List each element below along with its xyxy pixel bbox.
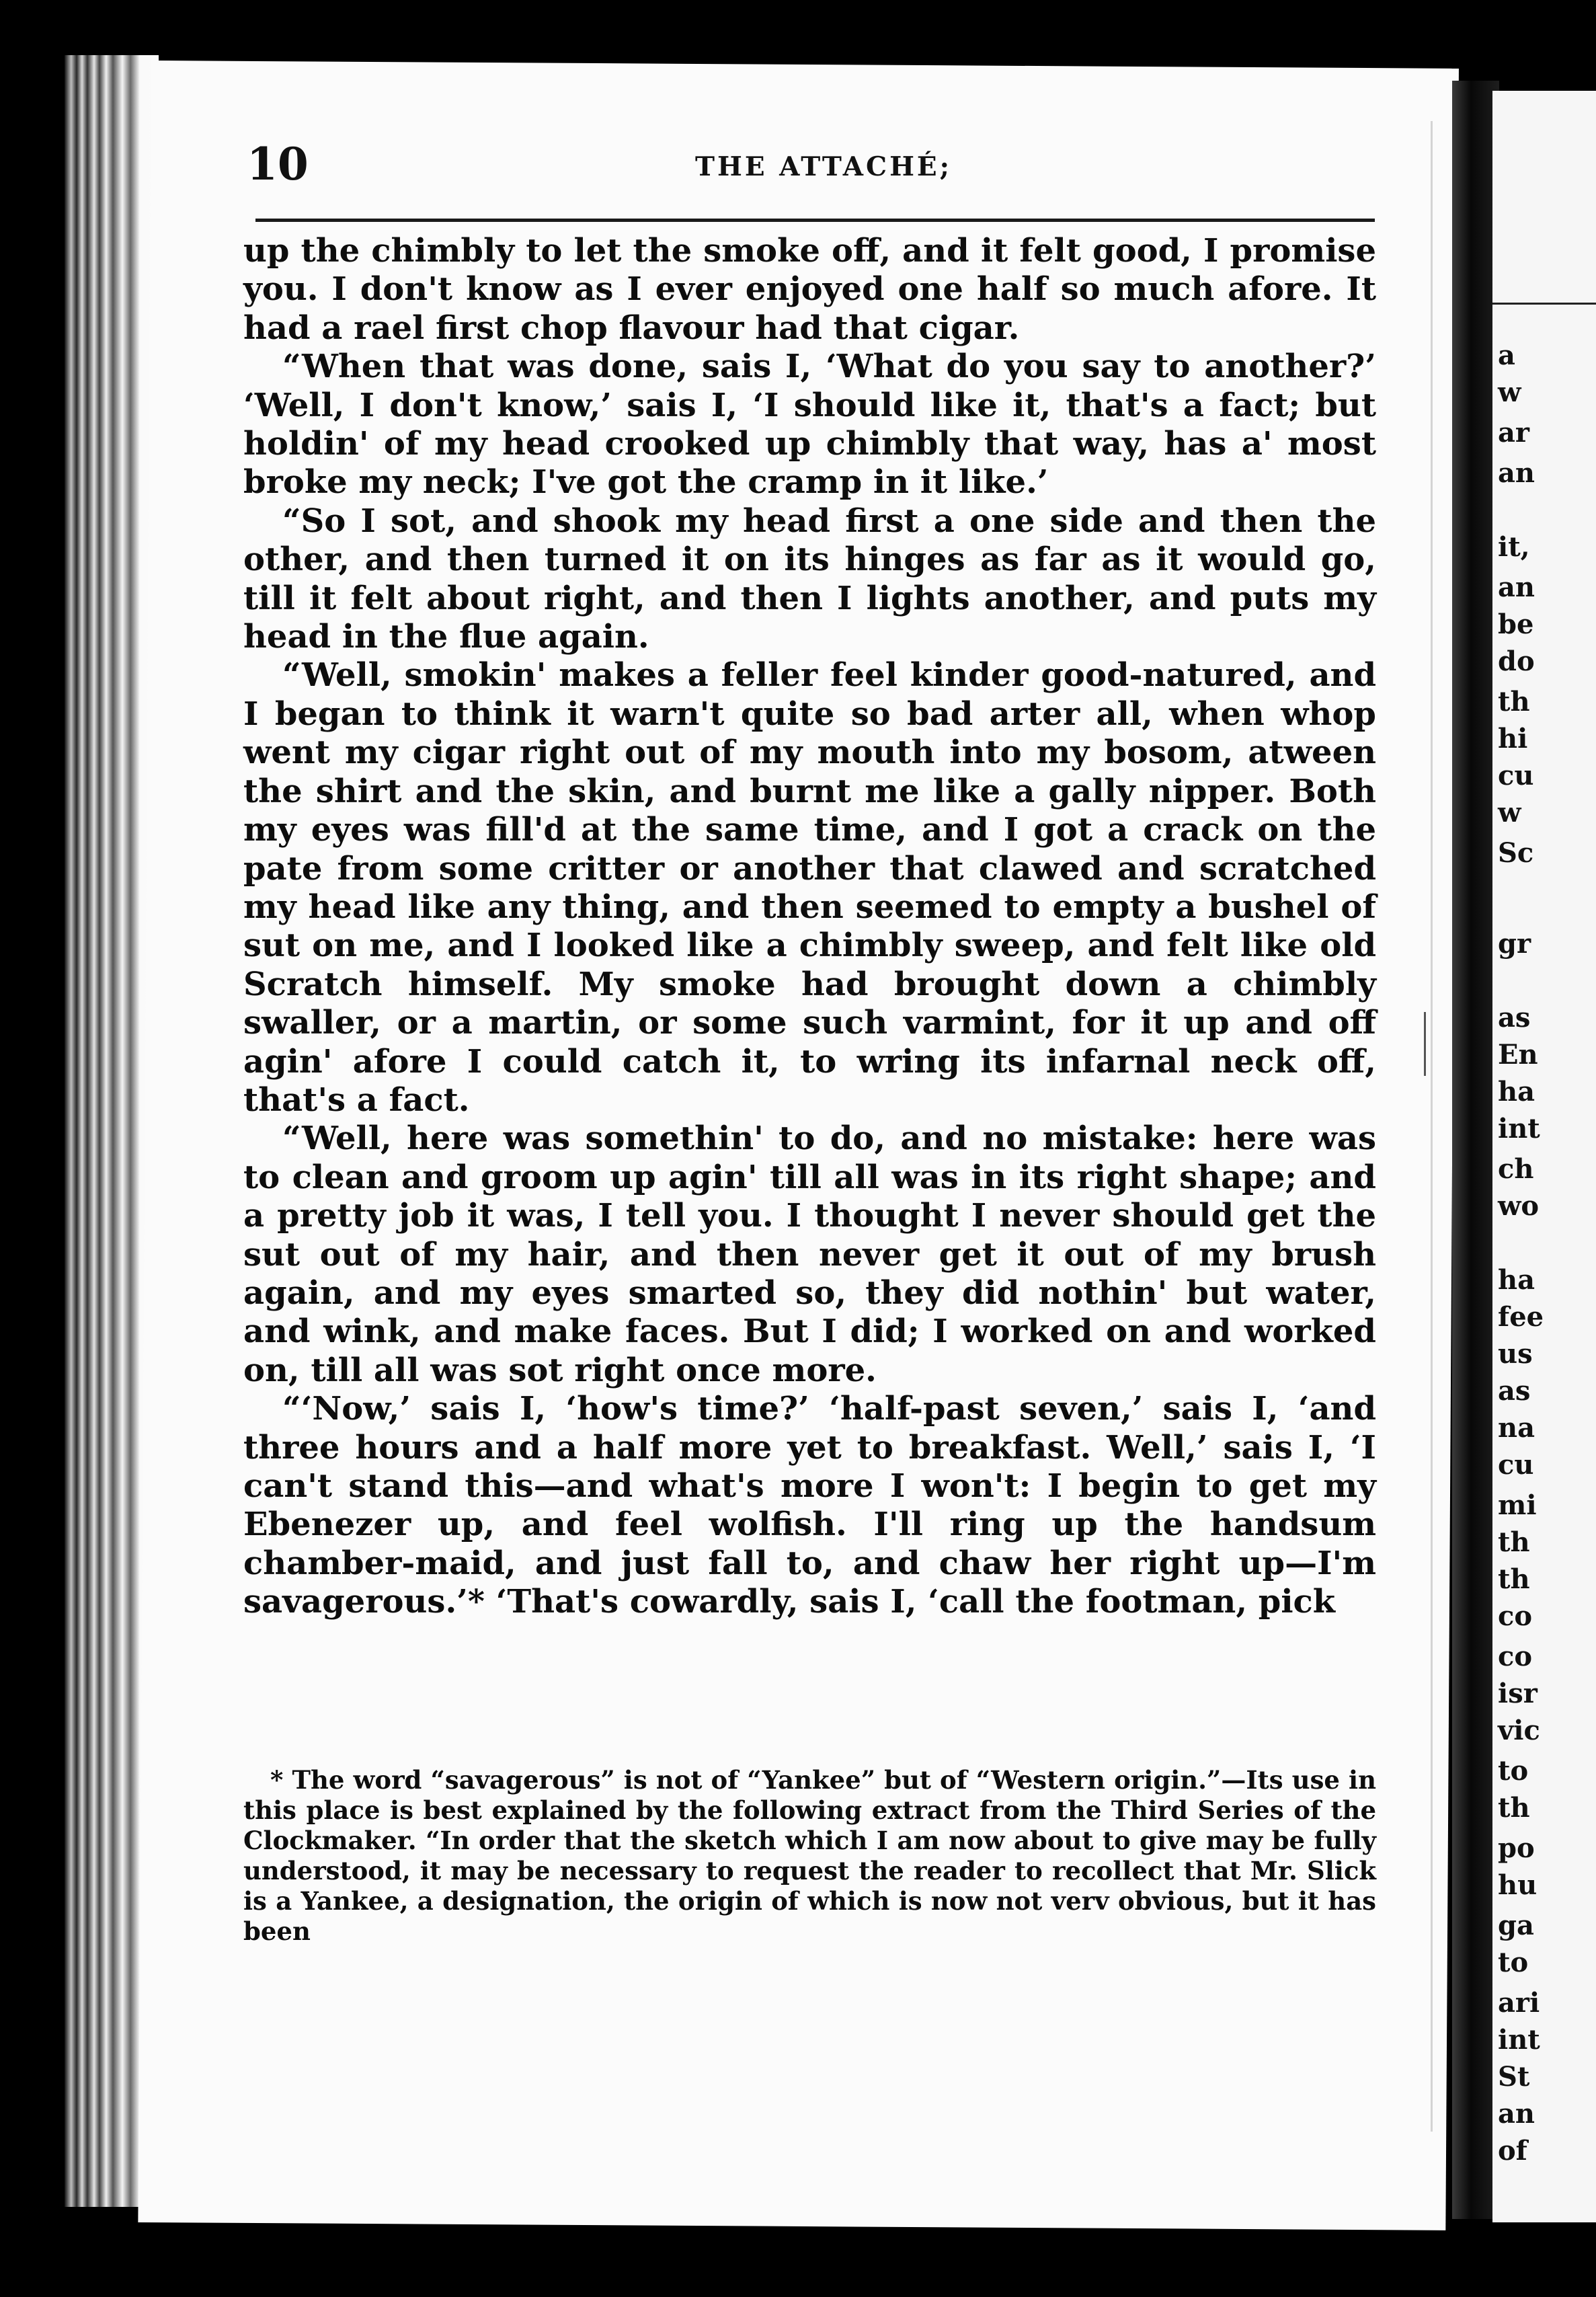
facing-page-fragment: be [1498,609,1534,640]
header-rule [255,219,1375,222]
facing-page-fragment: to [1498,1947,1529,1978]
facing-page-fragment: isr [1498,1678,1538,1709]
running-head: THE ATTACHÉ; [694,151,953,182]
facing-page [1492,91,1596,2222]
facing-page-fragment: ch [1498,1153,1534,1185]
facing-page-fragment: co [1498,1641,1533,1672]
paragraph: “So I sot, and shook my head first a one side and then the other, and then turned it on its hinges as far as it would go, till it felt about right, and then I lights another, and puts my head in the flue again. [243,502,1376,656]
facing-page-fragment: hu [1498,1869,1538,1901]
facing-page-fragment: wo [1498,1190,1540,1222]
facing-page-fragment: ha [1498,1076,1535,1107]
facing-page-fragment: co [1498,1600,1533,1632]
facing-page-fragment: w [1498,377,1521,408]
facing-page-fragment: int [1498,2024,1540,2056]
facing-page-fragment: a [1498,340,1515,371]
facing-page-fragment: St [1498,2061,1530,2093]
facing-page-fragment: w [1498,797,1521,828]
facing-page-fragment: na [1498,1412,1535,1444]
facing-page-fragment: it, [1498,531,1530,563]
facing-page-fragment: ari [1498,1987,1540,2019]
paragraph: “Well, here was somethin' to do, and no mistake: here was to clean and groom up agin' till all was in its right shape; and a pretty job it was, I tell you. I thought I never should get the sut out of my hair, and then never get it out of my brush again, and my eyes smarted so, they did nothin' but water, and wink, and make faces. But I did; I worked on and worked on, till all was sot right once more. [243,1120,1376,1389]
facing-page-fragment: po [1498,1832,1535,1864]
facing-page-fragment: us [1498,1338,1533,1370]
facing-page-fragment: hi [1498,723,1528,754]
footnote: * The word “savagerous” is not of “Yankee” but of “Western origin.”—Its use in this place is best explained by the following extract from the Third Series of the Clockmaker. “In order that the sketch which I am now about to give may be fully understood, it may be necessary to request the reader to recollect that Mr. Slick is a Yankee, a designation, the origin of which is now not verv obvious, but it has been [243,1765,1376,1946]
facing-page-rule [1492,303,1596,305]
facing-page-fragment: fee [1498,1301,1544,1333]
facing-page-fragment: gr [1498,928,1531,960]
facing-page-fragment: cu [1498,1449,1534,1481]
facing-page-fragment: an [1498,572,1535,603]
facing-page-fragment: do [1498,646,1535,677]
paragraph: “Well, smokin' makes a feller feel kinder good-natured, and I began to think it warn't quite so bad arter all, when whop went my cigar right out of my mouth into my bosom, atween the shirt and the skin, and burnt me like a gally nipper. Both my eyes was fill'd at the same time, and I got a crack on the pate from some critter or another that clawed and scratched my head like any thing, and then seemed to empty a bushel of sut on me, and I looked like a chimbly sweep, and felt like old Scratch himself. My smoke had brought down a chimbly swaller, or a martin, or some such varmint, for it up and off agin' afore I could catch it, to wring its infarnal neck off, that's a fact. [243,656,1376,1119]
margin-mark [1424,1012,1426,1076]
facing-page-fragment: mi [1498,1489,1537,1521]
facing-page-fragment: an [1498,457,1535,489]
facing-page-fragment: to [1498,1755,1529,1787]
facing-page-fragment: th [1498,1792,1530,1824]
facing-page-fragment: Sc [1498,837,1534,869]
facing-page-fragment: th [1498,686,1530,717]
facing-page-fragment: ha [1498,1264,1535,1296]
facing-page-fragment: an [1498,2098,1535,2130]
paragraph: “When that was done, sais I, ‘What do you say to another?’ ‘Well, I don't know,’ sais I, ‘I should like it, that's a fact; but holdin' of my head crooked up chimbly that way, has a' most broke my neck; I've got the cramp in it like.’ [243,348,1376,502]
page-number: 10 [247,138,309,190]
paragraph: up the chimbly to let the smoke off, and it felt good, I promise you. I don't know as I ever enjoyed one half so much afore. It had a rael first chop flavour had that cigar. [243,232,1376,347]
paragraph: “‘Now,’ sais I, ‘how's time?’ ‘half-past seven,’ sais I, ‘and three hours and a half more yet to breakfast. Well,’ sais I, ‘I can't stand this—and what's more I won't: I begin to get my Ebenezer up, and feel wolfish. I'll ring up the handsum chamber-maid, and just fall to, and chaw her right up—I'm savagerous.’* ‘That's cowardly, sais I, ‘call the footman, pick [243,1390,1376,1621]
facing-page-fragment: int [1498,1113,1540,1144]
facing-page-fragment: th [1498,1563,1530,1595]
facing-page-fragment: of [1498,2135,1527,2167]
facing-page-fragment: cu [1498,760,1534,791]
facing-page-fragment: th [1498,1526,1530,1558]
facing-page-fragment: as [1498,1375,1531,1407]
facing-page-fragment: as [1498,1002,1531,1034]
facing-page-fragment: En [1498,1039,1538,1070]
page-crease [1431,121,1433,2132]
facing-page-fragment: ga [1498,1910,1534,1941]
body-text [243,232,1376,1622]
facing-page-fragment: vic [1498,1715,1540,1746]
facing-page-fragment: ar [1498,417,1529,449]
